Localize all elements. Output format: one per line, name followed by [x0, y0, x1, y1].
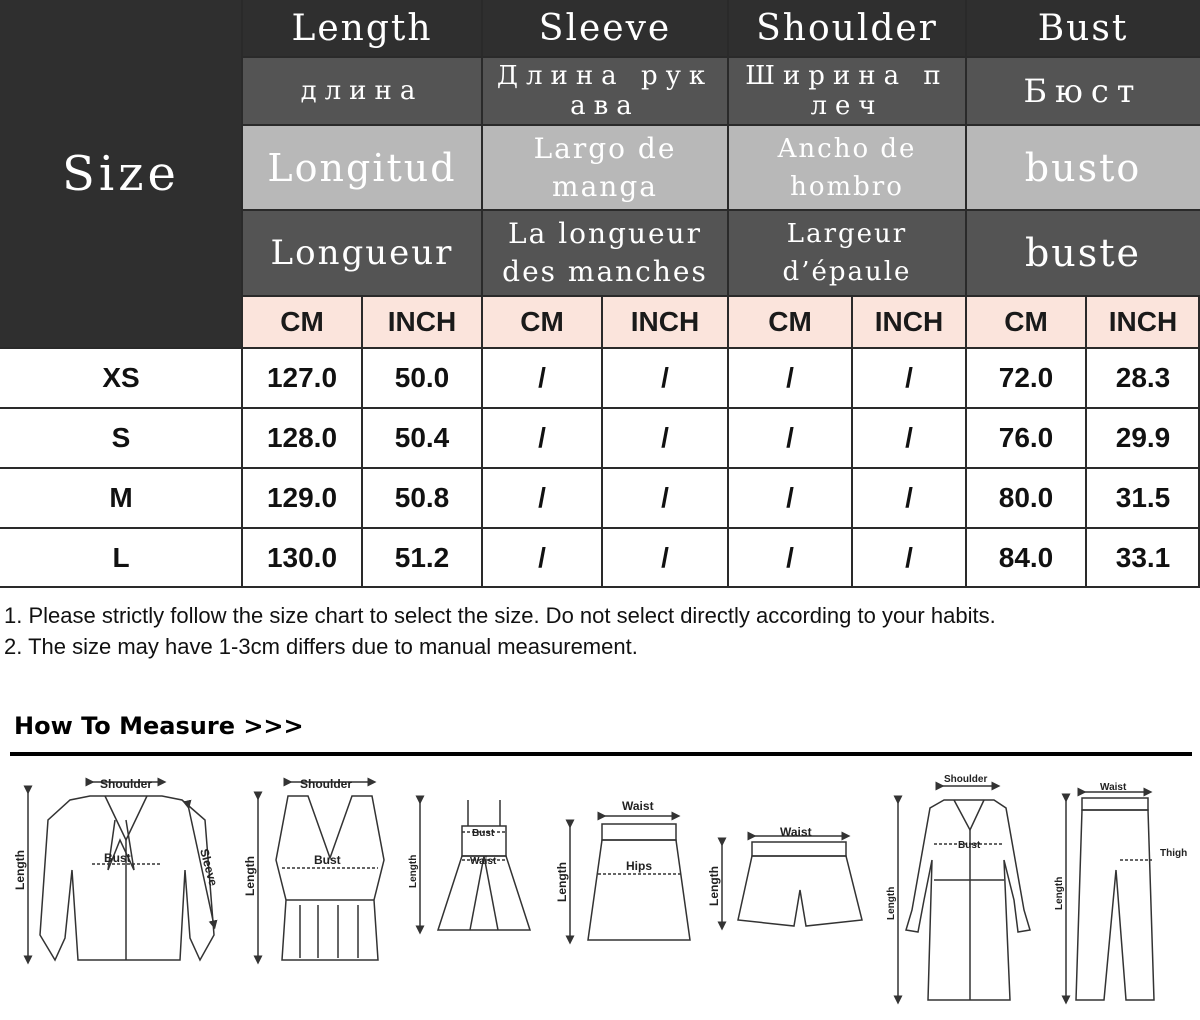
size-value-cell: 50.4: [394, 422, 450, 453]
header-sleeve-es-line1: Largo de: [533, 131, 677, 165]
coat-diagram: [898, 786, 1030, 1000]
measurement-diagrams: [0, 760, 1200, 1020]
size-value-cell: /: [905, 362, 913, 393]
unit-length-inch: INCH: [362, 296, 482, 348]
skirt-diagram: [570, 816, 690, 940]
size-notes: [4, 600, 1194, 662]
header-bust-en: Bust: [966, 0, 1200, 57]
size-value-cell: /: [661, 542, 669, 573]
header-shoulder-en: Shoulder: [728, 0, 966, 57]
size-header: Size: [0, 0, 242, 348]
header-shoulder-es-line1: Ancho de: [777, 133, 917, 164]
size-value-cell: 130.0: [266, 542, 338, 573]
size-value-cell: 84.0: [998, 542, 1054, 573]
size-value-cell: /: [905, 422, 913, 453]
header-sleeve-ru: [482, 57, 728, 125]
header-length-en: Length: [242, 0, 482, 57]
header-shoulder-fr: [728, 210, 966, 296]
size-value-cell: /: [661, 362, 669, 393]
note-2: 2. The size may have 1-3cm differs due to manual measurement.: [4, 634, 638, 659]
header-shoulder-ru-line2: леч: [810, 91, 884, 121]
size-value-cell: /: [905, 542, 913, 573]
size-value-cell: /: [661, 422, 669, 453]
label-bust-1: Bust: [104, 851, 131, 865]
unit-shoulder-cm: CM: [728, 296, 852, 348]
label-length-3: Length: [408, 854, 419, 888]
unit-length-cm: CM: [242, 296, 362, 348]
label-thigh-7: Thigh: [1160, 848, 1188, 859]
size-value-cell: /: [538, 482, 546, 513]
divider: [10, 752, 1192, 756]
label-length-5: Length: [707, 866, 721, 906]
size-value-cell: /: [661, 482, 669, 513]
size-label-cell: M: [109, 482, 133, 513]
header-shoulder-ru: [728, 57, 966, 125]
label-bust-3: Bust: [472, 828, 495, 839]
header-sleeve-ru-line2: ава: [570, 91, 640, 121]
label-sleeve-1: Sleeve: [197, 847, 221, 888]
header-sleeve-es-line2: manga: [552, 169, 658, 203]
size-value-cell: /: [538, 542, 546, 573]
size-value-cell: 129.0: [266, 482, 338, 513]
size-value-cell: 80.0: [998, 482, 1054, 513]
unit-shoulder-inch: INCH: [852, 296, 966, 348]
tank-top-diagram: [258, 782, 384, 960]
size-value-cell: /: [538, 422, 546, 453]
how-to-measure-title: How To Measure >>>: [14, 712, 304, 740]
header-sleeve-ru-line1: Длина рук: [496, 61, 714, 91]
header-shoulder-fr-line2: d’épaule: [782, 257, 912, 287]
size-value-cell: 28.3: [1115, 362, 1171, 393]
note-1: 1. Please strictly follow the size chart to select the size. Do not select directly according to your habits.: [4, 603, 996, 628]
size-value-cell: 50.8: [394, 482, 450, 513]
size-value-cell: 50.0: [394, 362, 450, 393]
blouse-diagram: [28, 782, 214, 960]
header-length-fr: Longueur: [242, 210, 482, 296]
label-waist-5: Waist: [780, 825, 812, 839]
label-length-7: Length: [1054, 876, 1065, 910]
size-label-cell: L: [112, 542, 130, 573]
label-hips-4: Hips: [626, 859, 653, 873]
size-value-cell: 51.2: [394, 542, 450, 573]
label-waist-4: Waist: [622, 799, 654, 813]
header-sleeve-fr-line1: La longueur: [508, 217, 702, 250]
size-label-cell: S: [111, 422, 131, 453]
unit-sleeve-cm: CM: [482, 296, 602, 348]
label-shoulder-6: Shoulder: [944, 774, 988, 785]
header-sleeve-fr: [482, 210, 728, 296]
header-sleeve-fr-line2: des manches: [502, 255, 708, 288]
unit-bust-cm: CM: [966, 296, 1086, 348]
label-length-1: Length: [13, 850, 27, 890]
trousers-diagram: [1066, 792, 1154, 1000]
shorts-diagram: [722, 836, 862, 926]
header-length-ru: длина: [242, 57, 482, 125]
size-value-cell: 72.0: [998, 362, 1054, 393]
label-shoulder-2: Shoulder: [300, 777, 353, 791]
size-value-cell: 31.5: [1115, 482, 1171, 513]
unit-sleeve-inch: INCH: [602, 296, 728, 348]
size-value-cell: /: [786, 422, 794, 453]
size-value-cell: 33.1: [1115, 542, 1171, 573]
label-waist-7: Waist: [1100, 782, 1127, 793]
size-value-cell: 29.9: [1115, 422, 1171, 453]
size-value-cell: /: [786, 542, 794, 573]
label-shoulder-1: Shoulder: [100, 777, 153, 791]
label-bust-6: Bust: [958, 840, 981, 851]
header-bust-ru: Бюст: [966, 57, 1200, 125]
header-shoulder-es: [728, 125, 966, 210]
label-length-6: Length: [886, 886, 897, 920]
size-value-cell: 128.0: [266, 422, 338, 453]
header-sleeve-en: Sleeve: [482, 0, 728, 57]
size-value-cell: 76.0: [998, 422, 1054, 453]
size-label-cell: XS: [102, 362, 140, 393]
header-sleeve-es: [482, 125, 728, 210]
header-shoulder-es-line2: hombro: [790, 171, 904, 202]
label-waist-3: Waist: [470, 856, 497, 867]
size-value-cell: /: [786, 362, 794, 393]
size-value-cell: 127.0: [266, 362, 338, 393]
size-value-cell: /: [786, 482, 794, 513]
header-bust-es: busto: [966, 125, 1200, 210]
label-length-2: Length: [243, 856, 257, 896]
header-bust-fr: buste: [966, 210, 1200, 296]
label-bust-2: Bust: [314, 853, 341, 867]
header-length-es: Longitud: [242, 125, 482, 210]
unit-bust-inch: INCH: [1086, 296, 1200, 348]
size-value-cell: /: [905, 482, 913, 513]
header-shoulder-ru-line1: Ширина п: [745, 61, 949, 91]
label-length-4: Length: [555, 862, 569, 902]
header-shoulder-fr-line1: Largeur: [786, 219, 908, 249]
size-value-cell: /: [538, 362, 546, 393]
